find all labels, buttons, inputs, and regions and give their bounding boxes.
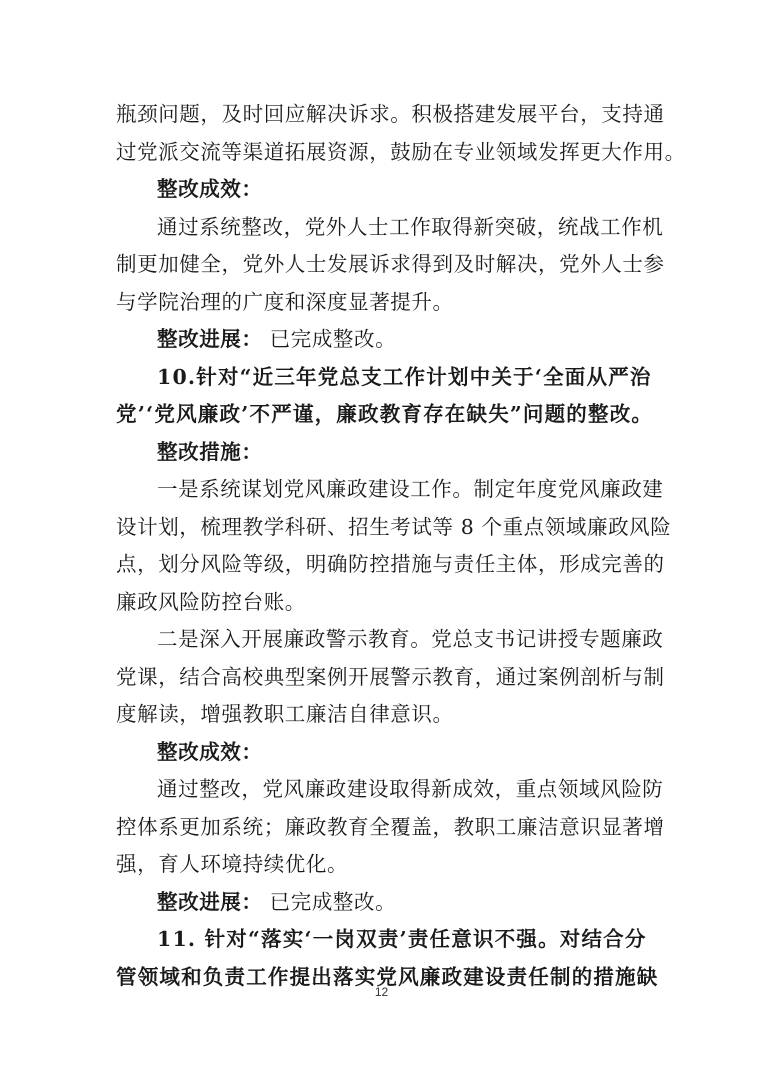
- body-line: 强，育人环境持续优化。: [116, 852, 349, 876]
- section-heading: 整改措施：: [157, 439, 263, 464]
- body-line: 党课，结合高校典型案例开展警示教育，通过案例剖析与制: [116, 664, 665, 689]
- progress-label: 整改进展：: [157, 327, 263, 351]
- paragraph-first-line: 通过整改，党风廉政建设取得新成效，重点领域风险防: [157, 777, 664, 801]
- item-heading: 11. 针对“落实‘一岗双责’责任意识不强。对结合分: [157, 927, 647, 951]
- progress-value: 已完成整改。: [262, 327, 397, 351]
- section-heading: 整改成效：: [157, 177, 263, 201]
- body-line: 廉政风险防控台账。: [116, 589, 306, 614]
- paragraph-first-line: 二是深入开展廉政警示教育。党总支书记讲授专题廉政: [157, 627, 664, 651]
- progress-label: 整改进展：: [157, 889, 263, 914]
- body-line: 制更加健全，党外人士发展诉求得到及时解决，党外人士参: [116, 252, 665, 276]
- item-heading-cont: 管领域和负责工作提出落实党风廉政建设责任制的措施缺: [116, 964, 659, 989]
- progress-value: 已完成整改。: [262, 889, 397, 914]
- section-heading: 整改成效：: [157, 739, 263, 764]
- paragraph-first-line: 通过系统整改，党外人士工作取得新突破，统战工作机: [157, 214, 664, 239]
- body-line: 度解读，增强教职工廉洁自律意识。: [116, 702, 454, 726]
- progress-line: [157, 325, 396, 353]
- item-heading-cont: 党’‘党风廉政’不严谨，廉政教育存在缺失”问题的整改。: [116, 402, 654, 426]
- page-number: 12: [374, 985, 389, 999]
- item-heading: 10.针对“近三年党总支工作计划中关于‘全面从严治: [157, 364, 652, 389]
- body-line: 点，划分风险等级，明确防控措施与责任主体，形成完善的: [116, 552, 665, 576]
- body-line: 与学院治理的广度和深度显著提升。: [116, 289, 454, 314]
- progress-line: [157, 888, 396, 916]
- body-line: 瓶颈问题，及时回应解决诉求。积极搭建发展平台，支持通: [116, 102, 665, 126]
- body-line: 设计划，梳理教学科研、招生考试等 8 个重点领域廉政风险: [116, 514, 672, 539]
- body-line: 过党派交流等渠道拓展资源，鼓励在专业领域发挥更大作用。: [116, 139, 686, 164]
- paragraph-first-line: 一是系统谋划党风廉政建设工作。制定年度党风廉政建: [157, 477, 664, 501]
- body-line: 控体系更加系统；廉政教育全覆盖，教职工廉洁意识显著增: [116, 814, 665, 839]
